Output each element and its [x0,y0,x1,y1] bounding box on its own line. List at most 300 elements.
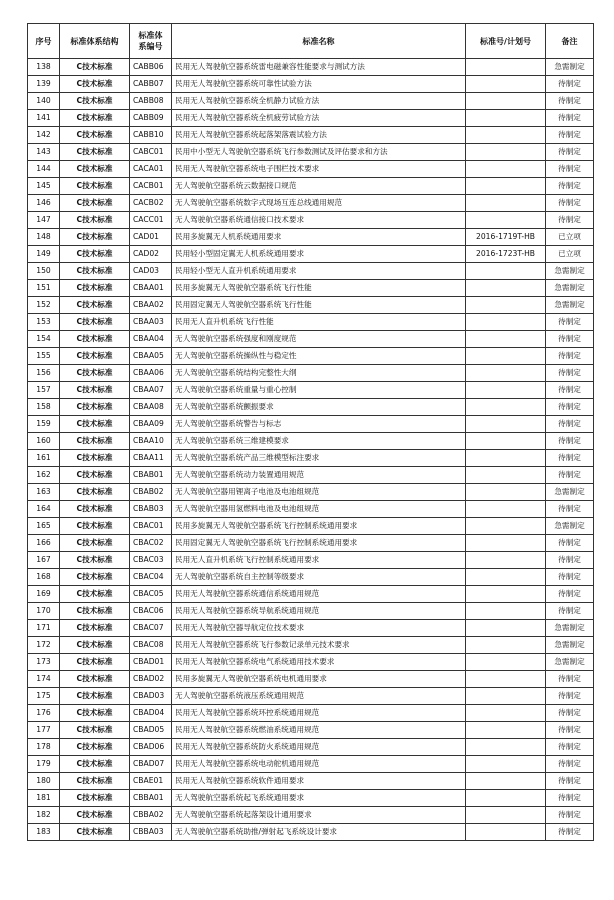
cell-no: 144 [28,161,60,178]
cell-no: 175 [28,688,60,705]
cell-code: CBAD01 [130,654,172,671]
cell-system: C技术标准 [60,348,130,365]
cell-plan: 2016-1723T-HB [466,246,546,263]
cell-code: CBBA01 [130,790,172,807]
cell-system: C技术标准 [60,399,130,416]
table-body [28,59,594,841]
cell-plan [466,688,546,705]
cell-plan [466,671,546,688]
cell-code: CBAD03 [130,688,172,705]
cell-code: CABB08 [130,93,172,110]
cell-note: 待制定 [546,331,594,348]
cell-name: 民用轻小型固定翼无人机系统通用要求 [172,246,466,263]
cell-name: 无人驾驶航空器系统起飞系统通用要求 [172,790,466,807]
cell-system: C技术标准 [60,484,130,501]
cell-no: 141 [28,110,60,127]
cell-system: C技术标准 [60,637,130,654]
cell-note: 待制定 [546,314,594,331]
cell-note: 待制定 [546,671,594,688]
cell-no: 143 [28,144,60,161]
cell-no: 171 [28,620,60,637]
cell-code: CABB09 [130,110,172,127]
cell-note: 待制定 [546,433,594,450]
cell-code: CBAC02 [130,535,172,552]
cell-plan [466,416,546,433]
cell-name: 民用无人驾驶航空器系统可靠性试验方法 [172,76,466,93]
cell-system: C技术标准 [60,280,130,297]
table-row [28,620,594,637]
table-row [28,552,594,569]
cell-plan [466,569,546,586]
cell-note: 待制定 [546,535,594,552]
table-row [28,603,594,620]
cell-name: 无人驾驶航空器系统自主控制等级要求 [172,569,466,586]
cell-name: 无人驾驶航空器系统动力装置通用规范 [172,467,466,484]
cell-code: CBAC05 [130,586,172,603]
cell-code: CBAC03 [130,552,172,569]
cell-code: CBAA03 [130,314,172,331]
cell-code: CBAB01 [130,467,172,484]
cell-code: CBAD02 [130,671,172,688]
cell-note: 待制定 [546,365,594,382]
cell-system: C技术标准 [60,433,130,450]
cell-code: CAD03 [130,263,172,280]
cell-name: 民用无人直升机系统飞行性能 [172,314,466,331]
cell-system: C技术标准 [60,229,130,246]
cell-note: 急需制定 [546,59,594,76]
cell-system: C技术标准 [60,416,130,433]
cell-note: 待制定 [546,688,594,705]
cell-system: C技术标准 [60,739,130,756]
cell-no: 152 [28,297,60,314]
table-row [28,654,594,671]
cell-no: 160 [28,433,60,450]
cell-system: C技术标准 [60,93,130,110]
table-row [28,110,594,127]
cell-name: 民用固定翼无人驾驶航空器系统飞行控制系统通用要求 [172,535,466,552]
cell-no: 179 [28,756,60,773]
cell-code: CBAC08 [130,637,172,654]
cell-no: 154 [28,331,60,348]
cell-name: 民用无人驾驶航空器系统全机静力试验方法 [172,93,466,110]
cell-no: 170 [28,603,60,620]
cell-plan [466,654,546,671]
cell-no: 183 [28,824,60,841]
cell-name: 民用无人驾驶航空器系统通信系统通用规范 [172,586,466,603]
cell-name: 民用轻小型无人直升机系统通用要求 [172,263,466,280]
table-header-row [28,24,594,59]
cell-plan [466,535,546,552]
cell-system: C技术标准 [60,586,130,603]
cell-name: 无人驾驶航空器系统颤振要求 [172,399,466,416]
cell-no: 169 [28,586,60,603]
cell-system: C技术标准 [60,365,130,382]
cell-note: 待制定 [546,586,594,603]
cell-code: CBBA03 [130,824,172,841]
cell-plan [466,637,546,654]
cell-name: 民用多旋翼无人驾驶航空器系统飞行控制系统通用要求 [172,518,466,535]
cell-system: C技术标准 [60,790,130,807]
table-row [28,688,594,705]
cell-name: 民用无人驾驶航空器导航定位技术要求 [172,620,466,637]
cell-code: CBAA10 [130,433,172,450]
cell-plan [466,603,546,620]
cell-note: 已立项 [546,246,594,263]
cell-system: C技术标准 [60,161,130,178]
header-plan: 标准号/计划号 [466,24,546,59]
table-row [28,416,594,433]
cell-code: CBBA02 [130,807,172,824]
cell-note: 待制定 [546,824,594,841]
cell-no: 150 [28,263,60,280]
cell-note: 待制定 [546,212,594,229]
header-system: 标准体系结构 [60,24,130,59]
cell-plan [466,518,546,535]
cell-no: 156 [28,365,60,382]
cell-no: 157 [28,382,60,399]
cell-no: 173 [28,654,60,671]
cell-system: C技术标准 [60,314,130,331]
cell-name: 无人驾驶航空器系统通信接口技术要求 [172,212,466,229]
cell-note: 待制定 [546,705,594,722]
table-row [28,144,594,161]
cell-name: 民用无人驾驶航空器系统导航系统通用规范 [172,603,466,620]
cell-plan [466,773,546,790]
cell-no: 142 [28,127,60,144]
cell-plan [466,790,546,807]
cell-name: 无人驾驶航空器系统重量与重心控制 [172,382,466,399]
cell-name: 无人驾驶航空器用锂离子电池及电池组规范 [172,484,466,501]
table-row [28,161,594,178]
cell-no: 163 [28,484,60,501]
cell-plan [466,195,546,212]
cell-note: 待制定 [546,450,594,467]
cell-note: 待制定 [546,416,594,433]
cell-note: 待制定 [546,110,594,127]
cell-plan [466,314,546,331]
cell-code: CAD02 [130,246,172,263]
cell-code: CAD01 [130,229,172,246]
table-row [28,76,594,93]
cell-name: 民用无人驾驶航空器系统防火系统通用规范 [172,739,466,756]
cell-note: 急需制定 [546,263,594,280]
cell-code: CBAB02 [130,484,172,501]
table-row [28,178,594,195]
cell-note: 待制定 [546,76,594,93]
cell-plan [466,110,546,127]
cell-code: CBAA11 [130,450,172,467]
table-row [28,637,594,654]
cell-plan [466,59,546,76]
cell-code: CBAC07 [130,620,172,637]
header-code: 标准体系编号 [130,24,172,59]
cell-code: CBAD05 [130,722,172,739]
table-row [28,263,594,280]
cell-name: 民用无人驾驶航空器系统雷电磁兼容性能要求与测试方法 [172,59,466,76]
table-row [28,484,594,501]
cell-name: 无人驾驶航空器用氢燃料电池及电池组规范 [172,501,466,518]
cell-code: CACB01 [130,178,172,195]
cell-system: C技术标准 [60,705,130,722]
cell-code: CBAA09 [130,416,172,433]
cell-name: 民用无人驾驶航空器系统起落架落震试验方法 [172,127,466,144]
cell-name: 民用无人驾驶航空器系统电子围栏技术要求 [172,161,466,178]
cell-no: 176 [28,705,60,722]
cell-plan [466,705,546,722]
cell-no: 146 [28,195,60,212]
table-row [28,195,594,212]
cell-name: 民用固定翼无人驾驶航空器系统飞行性能 [172,297,466,314]
cell-system: C技术标准 [60,144,130,161]
cell-plan [466,161,546,178]
table-row [28,501,594,518]
cell-note: 待制定 [546,569,594,586]
table-row [28,586,594,603]
cell-system: C技术标准 [60,450,130,467]
cell-name: 民用无人驾驶航空器系统电气系统通用技术要求 [172,654,466,671]
cell-code: CBAE01 [130,773,172,790]
cell-no: 149 [28,246,60,263]
standards-table [27,23,594,841]
table-row [28,399,594,416]
cell-name: 民用无人驾驶航空器系统飞行参数记录单元技术要求 [172,637,466,654]
cell-note: 待制定 [546,348,594,365]
cell-plan [466,620,546,637]
cell-code: CACB02 [130,195,172,212]
table-row [28,518,594,535]
table-row [28,790,594,807]
cell-plan [466,127,546,144]
cell-code: CBAC06 [130,603,172,620]
cell-name: 民用无人驾驶航空器系统电动舵机通用规范 [172,756,466,773]
cell-note: 急需制定 [546,297,594,314]
table-row [28,739,594,756]
cell-name: 民用多旋翼无人驾驶航空器系统电机通用要求 [172,671,466,688]
cell-code: CBAA02 [130,297,172,314]
cell-plan: 2016-1719T-HB [466,229,546,246]
cell-plan [466,263,546,280]
cell-system: C技术标准 [60,756,130,773]
table-row [28,671,594,688]
table-row [28,365,594,382]
cell-name: 无人驾驶航空器系统操纵性与稳定性 [172,348,466,365]
header-no: 序号 [28,24,60,59]
cell-system: C技术标准 [60,671,130,688]
cell-code: CBAA06 [130,365,172,382]
cell-plan [466,433,546,450]
cell-code: CBAA05 [130,348,172,365]
cell-no: 180 [28,773,60,790]
table-row [28,229,594,246]
cell-no: 161 [28,450,60,467]
cell-name: 无人驾驶航空器系统三维建模要求 [172,433,466,450]
cell-system: C技术标准 [60,688,130,705]
cell-system: C技术标准 [60,569,130,586]
header-note: 备注 [546,24,594,59]
table-row [28,314,594,331]
table-row [28,450,594,467]
cell-name: 无人驾驶航空器系统结构完整性大纲 [172,365,466,382]
cell-code: CBAD07 [130,756,172,773]
cell-system: C技术标准 [60,246,130,263]
cell-name: 民用多旋翼无人机系统通用要求 [172,229,466,246]
cell-system: C技术标准 [60,178,130,195]
cell-no: 159 [28,416,60,433]
cell-plan [466,552,546,569]
cell-note: 待制定 [546,93,594,110]
cell-no: 155 [28,348,60,365]
cell-name: 无人驾驶航空器系统助推/弹射起飞系统设计要求 [172,824,466,841]
cell-note: 待制定 [546,773,594,790]
cell-system: C技术标准 [60,76,130,93]
cell-code: CBAD06 [130,739,172,756]
cell-note: 待制定 [546,161,594,178]
cell-code: CBAA04 [130,331,172,348]
cell-name: 民用无人直升机系统飞行控制系统通用要求 [172,552,466,569]
cell-no: 165 [28,518,60,535]
cell-plan [466,280,546,297]
cell-note: 待制定 [546,382,594,399]
cell-no: 167 [28,552,60,569]
cell-no: 145 [28,178,60,195]
cell-no: 181 [28,790,60,807]
cell-no: 153 [28,314,60,331]
cell-code: CABC01 [130,144,172,161]
cell-system: C技术标准 [60,263,130,280]
cell-note: 急需制定 [546,637,594,654]
cell-system: C技术标准 [60,654,130,671]
cell-plan [466,467,546,484]
cell-code: CBAA01 [130,280,172,297]
cell-no: 162 [28,467,60,484]
cell-code: CBAD04 [130,705,172,722]
table-row [28,756,594,773]
cell-plan [466,399,546,416]
cell-plan [466,297,546,314]
cell-name: 无人驾驶航空器系统数字式现场互连总线通用规范 [172,195,466,212]
cell-note: 待制定 [546,467,594,484]
cell-code: CACC01 [130,212,172,229]
cell-no: 174 [28,671,60,688]
cell-note: 急需制定 [546,280,594,297]
cell-system: C技术标准 [60,603,130,620]
cell-note: 已立项 [546,229,594,246]
cell-no: 138 [28,59,60,76]
cell-note: 待制定 [546,195,594,212]
cell-system: C技术标准 [60,195,130,212]
table-row [28,824,594,841]
table-row [28,467,594,484]
cell-code: CABB07 [130,76,172,93]
cell-note: 待制定 [546,739,594,756]
cell-name: 无人驾驶航空器系统警告与标志 [172,416,466,433]
cell-name: 无人驾驶航空器系统强度和刚度规范 [172,331,466,348]
cell-note: 急需制定 [546,518,594,535]
cell-plan [466,722,546,739]
cell-note: 急需制定 [546,620,594,637]
cell-plan [466,807,546,824]
cell-note: 待制定 [546,756,594,773]
cell-code: CACA01 [130,161,172,178]
cell-note: 待制定 [546,722,594,739]
table-row [28,246,594,263]
cell-name: 无人驾驶航空器系统液压系统通用规范 [172,688,466,705]
cell-system: C技术标准 [60,501,130,518]
cell-system: C技术标准 [60,110,130,127]
cell-code: CABB06 [130,59,172,76]
cell-name: 无人驾驶航空器系统起落架设计通用要求 [172,807,466,824]
cell-name: 民用无人驾驶航空器系统环控系统通用规范 [172,705,466,722]
cell-plan [466,756,546,773]
cell-plan [466,484,546,501]
cell-plan [466,501,546,518]
cell-no: 172 [28,637,60,654]
table-row [28,807,594,824]
cell-plan [466,144,546,161]
header-name: 标准名称 [172,24,466,59]
cell-system: C技术标准 [60,620,130,637]
cell-system: C技术标准 [60,59,130,76]
cell-plan [466,178,546,195]
cell-note: 待制定 [546,127,594,144]
cell-name: 无人驾驶航空器系统产品三维模型标注要求 [172,450,466,467]
cell-name: 民用无人驾驶航空器系统燃油系统通用规范 [172,722,466,739]
cell-plan [466,348,546,365]
cell-no: 151 [28,280,60,297]
cell-system: C技术标准 [60,807,130,824]
cell-no: 168 [28,569,60,586]
cell-plan [466,382,546,399]
cell-note: 待制定 [546,790,594,807]
table-row [28,569,594,586]
cell-system: C技术标准 [60,212,130,229]
cell-note: 待制定 [546,501,594,518]
cell-name: 民用无人驾驶航空器系统软件通用要求 [172,773,466,790]
cell-system: C技术标准 [60,467,130,484]
table-row [28,722,594,739]
cell-no: 158 [28,399,60,416]
cell-no: 164 [28,501,60,518]
cell-code: CBAA07 [130,382,172,399]
cell-system: C技术标准 [60,382,130,399]
cell-no: 139 [28,76,60,93]
cell-system: C技术标准 [60,722,130,739]
cell-plan [466,824,546,841]
cell-name: 民用多旋翼无人驾驶航空器系统飞行性能 [172,280,466,297]
cell-plan [466,739,546,756]
cell-plan [466,586,546,603]
cell-no: 177 [28,722,60,739]
cell-note: 急需制定 [546,484,594,501]
cell-system: C技术标准 [60,331,130,348]
cell-name: 无人驾驶航空器系统云数据接口规范 [172,178,466,195]
cell-name: 民用无人驾驶航空器系统全机疲劳试验方法 [172,110,466,127]
table-row [28,705,594,722]
cell-note: 待制定 [546,399,594,416]
cell-system: C技术标准 [60,824,130,841]
cell-plan [466,76,546,93]
cell-plan [466,450,546,467]
cell-note: 急需制定 [546,654,594,671]
cell-name: 民用中小型无人驾驶航空器系统飞行参数测试及评估要求和方法 [172,144,466,161]
cell-no: 148 [28,229,60,246]
cell-plan [466,93,546,110]
cell-plan [466,365,546,382]
cell-note: 待制定 [546,552,594,569]
cell-system: C技术标准 [60,535,130,552]
cell-system: C技术标准 [60,297,130,314]
cell-system: C技术标准 [60,773,130,790]
